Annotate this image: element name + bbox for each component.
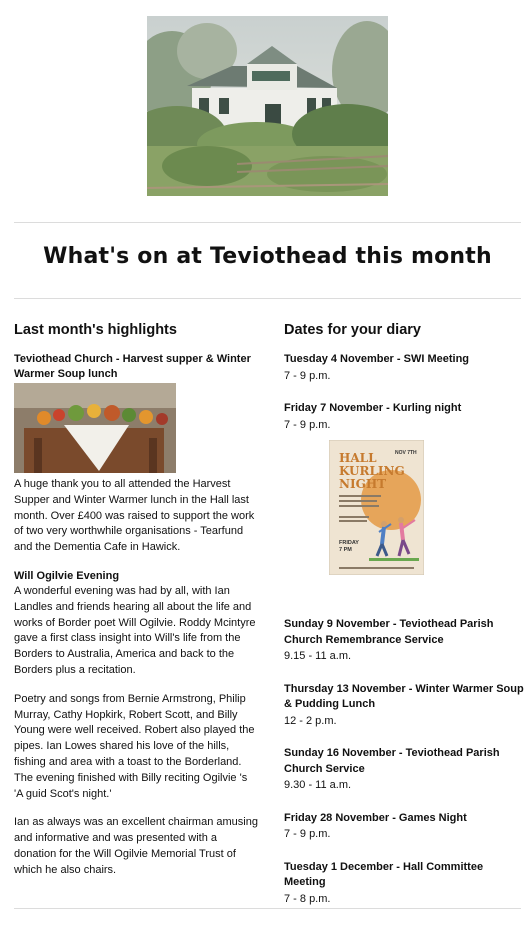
kurling-poster-graphic [329, 440, 424, 575]
diary-event [284, 352, 524, 384]
poster-line-1: HALL [339, 451, 377, 465]
event-title: Tuesday 1 December - Hall Committee Meeting [284, 860, 484, 888]
will-ogilvie-paragraph-1: A wonderful evening was had by all, with Ian Landles and friends hearing all about the life and works of Border poet Will Ogilvie. Roddy Mcintyre gave a first class insight into Will's life from the Borders to Australia, America and back to the Borders plus a recitation. [14, 584, 256, 676]
will-ogilvie-paragraph-3: Ian as always was an excellent chairman amusing and informative and was presented with a donation for the Will Ogilvie Memorial Trust of which he also chairs. [14, 816, 258, 876]
poster-date: NOV 7TH [395, 450, 417, 456]
divider-middle [14, 298, 521, 299]
divider-top [14, 222, 521, 223]
event-title: Sunday 9 November - Teviothead Parish Church Remembrance Service [284, 618, 494, 646]
page-title: What's on at Teviothead this month [43, 244, 492, 269]
divider-bottom [14, 908, 521, 909]
poster-line-3: NIGHT [339, 477, 387, 491]
event-time: 12 - 2 p.m. [284, 714, 337, 727]
will-ogilvie-title: Will Ogilvie Evening [14, 569, 120, 582]
poster-time: 7 PM [339, 547, 352, 553]
poster-line-2: KURLING [339, 464, 405, 478]
diary-event [284, 682, 524, 730]
event-time: 9.15 - 11 a.m. [284, 650, 352, 662]
event-time: 9.30 - 11 a.m. [284, 779, 352, 791]
poster-day: FRIDAY [339, 540, 359, 546]
diary-event [284, 401, 524, 433]
village-hall-illustration [147, 16, 388, 196]
harvest-supper-title: Teviothead Church - Harvest supper & Winter Warmer Soup lunch [14, 353, 251, 380]
diary-column [284, 322, 524, 924]
kurling-night-poster [329, 440, 424, 575]
diary-event [284, 811, 524, 843]
event-time: 7 - 8 p.m. [284, 892, 331, 905]
highlights-column [14, 322, 259, 879]
highlights-heading: Last month's highlights [14, 322, 177, 338]
event-time: 7 - 9 p.m. [284, 369, 331, 382]
diary-event [284, 746, 524, 794]
event-time: 7 - 9 p.m. [284, 418, 331, 431]
event-title: Thursday 13 November - Winter Warmer Soup & Pudding Lunch [284, 682, 524, 710]
will-ogilvie-paragraph-2: Poetry and songs from Bernie Armstrong, Philip Murray, Cathy Hopkirk, Robert Scott, and Billy Young were well received. Robert also played the pipes. Ian Lowes shared his love of the hills, fishing and area with a toast to the Borderland. The evening finished with Billy reciting Ogilvie 's 'A guid Scot's night.' [14, 692, 255, 800]
harvest-produce-photo [14, 383, 176, 473]
event-title: Friday 7 November - Kurling night [284, 402, 462, 414]
village-hall-painting [147, 16, 388, 196]
diary-event [284, 860, 524, 908]
diary-heading: Dates for your diary [284, 322, 421, 338]
event-title: Friday 28 November - Games Night [284, 811, 467, 824]
diary-event [284, 617, 524, 665]
event-title: Tuesday 4 November - SWI Meeting [284, 353, 470, 365]
event-title: Sunday 16 November - Teviothead Parish Church Service [284, 747, 500, 775]
event-time: 7 - 9 p.m. [284, 828, 331, 840]
harvest-supper-text: A huge thank you to all attended the Harvest Supper and Winter Warmer lunch in the Hall last month. Over £400 was raised to support the work of two very worthwhile organisations - Tearfund and the Dementia Cafe in Hawick. [14, 478, 255, 554]
